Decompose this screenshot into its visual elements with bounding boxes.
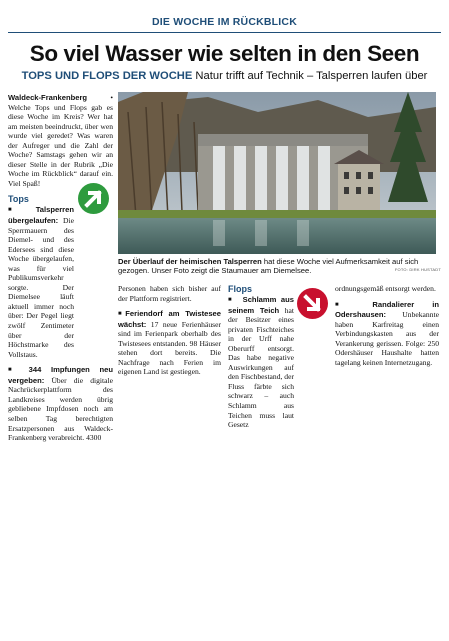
tops-item-3 bbox=[118, 309, 221, 377]
bullet: ■ bbox=[335, 301, 355, 308]
tops-item-2 bbox=[8, 365, 113, 442]
arrow-down-right-icon bbox=[297, 288, 328, 319]
column-2 bbox=[118, 284, 221, 377]
tops-item-1-title: Talsperren übergelaufen: bbox=[8, 205, 74, 226]
photo-credit: FOTO: DIRK HUSTADT bbox=[394, 267, 441, 272]
flops-item-1-title: Schlamm aus seinem Teich bbox=[228, 295, 295, 315]
tops-item-2-text: Über die digitale Nachrückerplattform des Landkreises werden übrig gebliebene Impfdosen noch am selben Tag berechtigten Ersatzpersonen aus Waldeck-Frankenberg verabreicht. 4300 bbox=[8, 375, 113, 443]
caption-bold: Der Überlauf der heimischen Talsperren bbox=[118, 257, 262, 266]
tops-item-3-title: Feriendorf am Twistesee wächst: bbox=[118, 309, 222, 329]
intro-paragraph bbox=[8, 93, 113, 188]
dam-photo bbox=[118, 92, 436, 254]
flops-item-2-title: Randalierer in Odershausen: bbox=[335, 299, 439, 320]
subhead-kicker: TOPS UND FLOPS DER WOCHE bbox=[21, 70, 193, 82]
flops-item-1-text: hat der Besitzer eines privaten Fischteiches in der Urff nahe Oberurff entsorgt. Das habe negative Auswirkungen auf den Fischbestand, der Fluss färbte sich schwarz – auch Schlamm aus Teichen muss laut Gesetz bbox=[228, 305, 295, 430]
tops-item-1 bbox=[8, 205, 74, 359]
arrow-up-right-icon bbox=[78, 183, 109, 214]
flops-item-1 bbox=[228, 295, 294, 430]
flops-item-2 bbox=[335, 300, 439, 368]
subhead-text: Natur trifft auf Technik – Talsperren laufen über bbox=[192, 70, 428, 82]
headline: So viel Wasser wie selten in den Seen bbox=[29, 41, 420, 66]
tops-item-2-title: 344 Impfungen neu vergeben: bbox=[8, 365, 114, 385]
bullet: ■ bbox=[8, 207, 17, 214]
flops-item-2-text: Unbekannte haben Karfreitag einen Verbindungskasten aus der Verankerung gerissen. Folge: 250 Odershäuser Haushalte hatten tagelang keinen Internetzugang. bbox=[335, 310, 439, 367]
photo-caption bbox=[118, 257, 440, 276]
caption-text: hat diese Woche viel Aufmerksamkeit auf sich gezogen. Unser Foto zeigt die Staumauer am Diemelsee. bbox=[118, 257, 419, 276]
subheadline bbox=[0, 70, 449, 82]
tops-item-3-text: 17 neue Ferienhäuser sind im Ferienpark oberhalb des Twistesees entstanden. 98 Häuser stehen dort bereits. Die Nachfrage nach Ferien im eigenen Land ist gestiegen. bbox=[118, 319, 221, 377]
dateline: Waldeck-Frankenberg bbox=[8, 93, 88, 102]
bullet: ■ bbox=[228, 297, 235, 303]
flops-item-1-continued: ordnungsgemäß entsorgt werden. bbox=[335, 284, 436, 293]
tops-item-1-text: Die Sperrmauern des Diemel- und des Edersees sind diese Woche übergelaufen, was für viel Publikumsverkehr sorgte. Der Diemelsee läuft aktuell immer noch über: Der Pegel liegt zwölf Zentimeter über der Höchstmarke des Vollstaus. bbox=[8, 216, 74, 359]
column-1 bbox=[8, 93, 113, 443]
intro-text: • Welche Tops und Flops gab es diese Woche im Kreis? Wer hat am meisten beeindruckt, über wen wurde viel geredet? Was waren der Aufreger und die Zahl der Woche? Samstags gehen wir an dieser Stelle in der Rubrik „Die Woche im Rückblick“ darauf ein. Viel Spaß! bbox=[8, 93, 113, 188]
column-4 bbox=[335, 284, 439, 367]
tops-item-2-continued: Personen haben sich bisher auf der Plattform registriert. bbox=[118, 284, 221, 303]
header-rule bbox=[8, 32, 441, 33]
rubric-label: DIE WOCHE IM RÜCKBLICK bbox=[152, 16, 297, 28]
bullet: ■ bbox=[8, 367, 20, 374]
tops-heading: Tops bbox=[8, 194, 29, 205]
flops-heading: Flops bbox=[228, 284, 252, 294]
bullet: ■ bbox=[118, 311, 126, 318]
